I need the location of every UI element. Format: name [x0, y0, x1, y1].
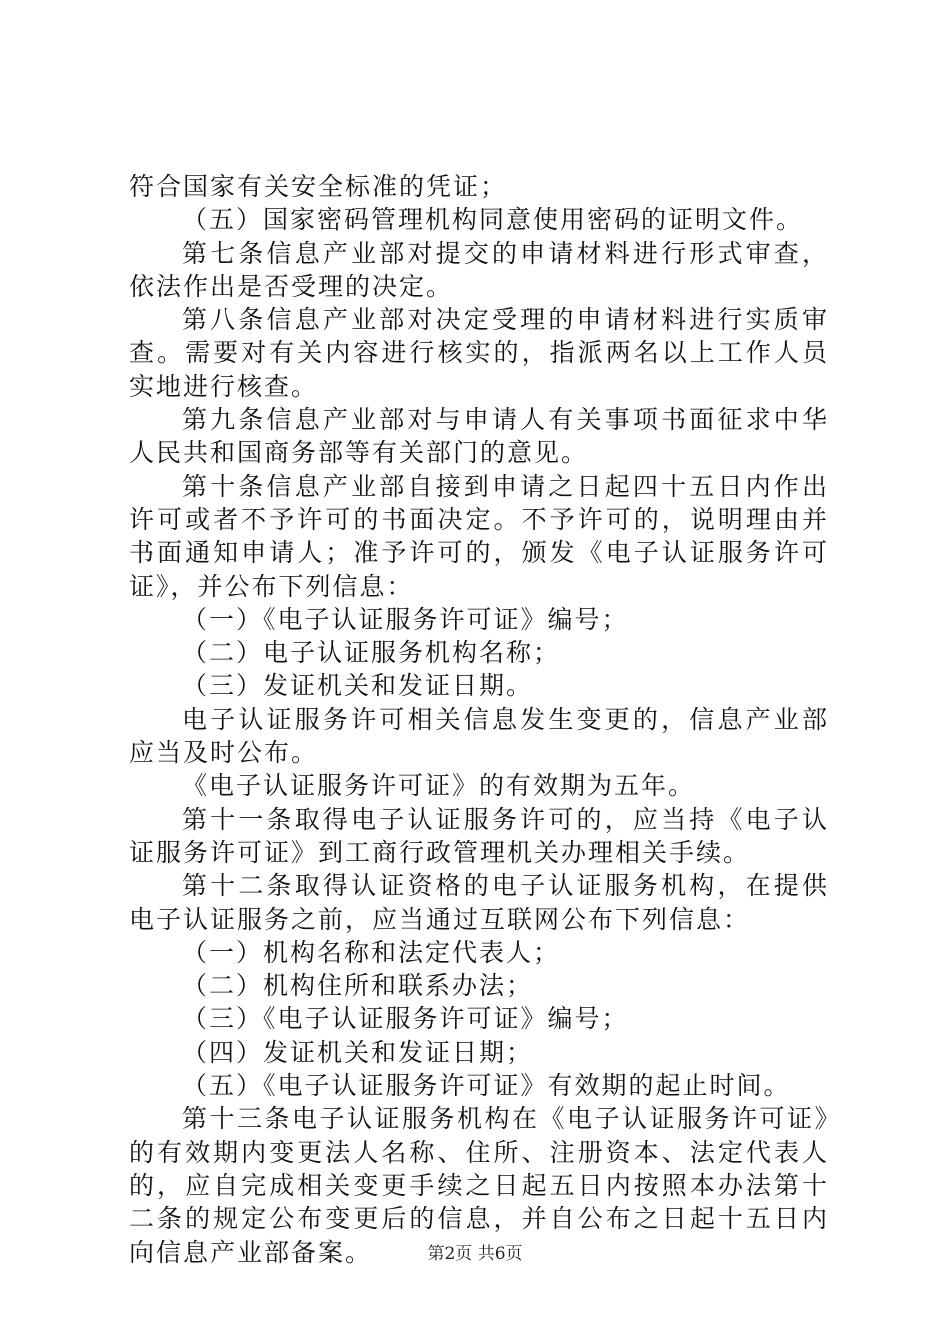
list-item: （五）《电子认证服务许可证》有效期的起止时间。 [182, 1071, 791, 1101]
paragraph: 电子认证服务许可相关信息发生变更的，信息产业部应当及时公布。 [129, 704, 829, 768]
paragraph: 第九条信息产业部对与申请人有关事项书面征求中华人民共和国商务部等有关部门的意见。 [129, 405, 829, 468]
list-item: （三）发证机关和发证日期。 [182, 671, 534, 701]
paragraph: （五）国家密码管理机构同意使用密码的证明文件。 [182, 205, 804, 235]
list-item: （一）《电子认证服务许可证》编号； [182, 604, 629, 634]
paragraph: 符合国家有关安全标准的凭证； [129, 172, 508, 201]
paragraph: 第十二条取得认证资格的电子认证服务机构，在提供电子认证服务之前，应当通过互联网公布下列信息： [129, 871, 829, 934]
list-item: （一）机构名称和法定代表人； [182, 937, 561, 967]
page-number-label: 第2页 共6页 [427, 1244, 523, 1264]
list-item: （二）机构住所和联系办法； [182, 971, 534, 1001]
list-item: （三）《电子认证服务许可证》编号； [182, 1004, 629, 1034]
paragraph: 第十条信息产业部自接到申请之日起四十五日内作出许可或者不予许可的书面决定。不予许可的，说明理由并书面通知申请人；准予许可的，颁发《电子认证服务许可证》，并公布下列信息： [129, 471, 829, 601]
list-item: （四）发证机关和发证日期； [182, 1037, 534, 1067]
paragraph: 第七条信息产业部对提交的申请材料进行形式审查，依法作出是否受理的决定。 [129, 238, 829, 301]
paragraph: 《电子认证服务许可证》的有效期为五年。 [182, 771, 696, 801]
list-item: （二）电子认证服务机构名称； [182, 638, 561, 668]
page-footer [0, 1243, 950, 1265]
paragraph: 第十一条取得电子认证服务许可的，应当持《电子认证服务许可证》到工商行政管理机关办理相关手续。 [129, 804, 829, 867]
paragraph: 第十三条电子认证服务机构在《电子认证服务许可证》的有效期内变更法人名称、住所、注册资本、法定代表人的，应自完成相关变更手续之日起五日内按照本办法第十二条的规定公布变更后的信息，并自公布之日起十五日内向信息产业部备案。 [129, 1104, 829, 1267]
document-body [129, 170, 829, 1269]
paragraph: 第八条信息产业部对决定受理的申请材料进行实质审查。需要对有关内容进行核实的，指派两名以上工作人员实地进行核查。 [129, 305, 829, 401]
